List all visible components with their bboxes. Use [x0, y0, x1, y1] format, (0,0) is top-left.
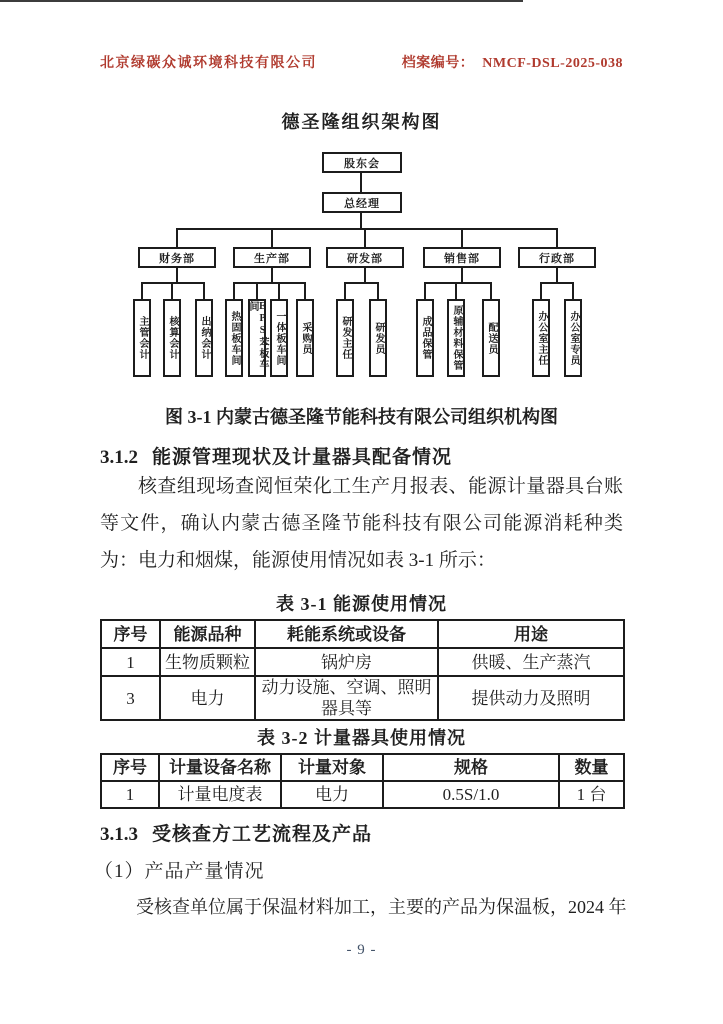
- org-node-dept-production: 生产部: [233, 247, 311, 268]
- energy-use-table: [100, 619, 625, 721]
- org-node-shareholders: 股东会: [322, 152, 402, 173]
- org-connector: [360, 173, 362, 192]
- section-312-heading: [100, 442, 452, 469]
- table-cell: 1: [101, 781, 159, 808]
- org-node-child: 采购员: [296, 299, 314, 377]
- org-connector: [304, 283, 306, 299]
- table-cell: 0.5S/1.0: [383, 781, 559, 808]
- org-connector: [233, 283, 235, 299]
- org-node-child: EPS苯板车间: [248, 299, 266, 377]
- table-row: [101, 781, 624, 808]
- section-title: 能源管理现状及计量器具配备情况: [152, 447, 453, 468]
- org-node-child: 出纳会计: [195, 299, 213, 377]
- org-node-dept-finance: 财务部: [138, 247, 216, 268]
- org-node-child: 办公室主任: [532, 299, 550, 377]
- org-connector: [344, 283, 346, 299]
- table-cell: 动力设施、空调、照明器具等: [255, 676, 438, 720]
- table-header-cell: 用途: [438, 620, 624, 648]
- org-connector: [490, 283, 492, 299]
- table-header-cell: 序号: [101, 620, 160, 648]
- table-cell: 1: [101, 648, 160, 676]
- table-header-row: [101, 754, 624, 781]
- org-connector: [278, 283, 280, 299]
- section-title: 受核查方工艺流程及产品: [152, 824, 373, 845]
- table-header-row: [101, 620, 624, 648]
- org-connector: [271, 268, 273, 283]
- table-row: [101, 648, 624, 676]
- org-connector: [572, 283, 574, 299]
- org-connector: [540, 282, 574, 284]
- org-node-child: 一体板车间: [270, 299, 288, 377]
- org-connector: [461, 268, 463, 283]
- section-313-subheading: （1）产品产量情况: [94, 861, 265, 882]
- org-node-child: 办公室专员: [564, 299, 582, 377]
- table1-caption: 表 3-1 能源使用情况: [276, 594, 447, 614]
- table-cell: 计量电度表: [159, 781, 281, 808]
- table2-caption: 表 3-2 计量器具使用情况: [257, 728, 466, 748]
- section-number: 3.1.2: [100, 447, 138, 468]
- org-connector: [556, 268, 558, 283]
- archive-label: 档案编号：: [401, 56, 475, 71]
- table-cell: 电力: [160, 676, 255, 720]
- table-row: [101, 676, 624, 720]
- org-connector: [377, 283, 379, 299]
- org-node-child: 主管会计: [133, 299, 151, 377]
- table-cell: 供暖、生产蒸汽: [438, 648, 624, 676]
- org-connector: [233, 282, 306, 284]
- org-node-child: 核算会计: [163, 299, 181, 377]
- org-connector: [424, 282, 492, 284]
- org-connector: [203, 283, 205, 299]
- header-rule: [0, 0, 523, 2]
- org-connector: [176, 228, 178, 247]
- org-node-child: 研发主任: [336, 299, 354, 377]
- org-connector: [461, 228, 463, 247]
- section-313-heading: [100, 819, 372, 846]
- table-cell: 1 台: [559, 781, 624, 808]
- org-node-dept-admin: 行政部: [518, 247, 596, 268]
- table-cell: 3: [101, 676, 160, 720]
- org-connector: [364, 228, 366, 247]
- table-header-cell: 序号: [101, 754, 159, 781]
- org-node-child: 成品保管: [416, 299, 434, 377]
- org-connector: [141, 282, 205, 284]
- org-connector: [176, 268, 178, 283]
- header-company-name: 北京绿碳众诚环境科技有限公司: [100, 56, 317, 71]
- header-archive-number: [402, 52, 623, 72]
- org-connector: [256, 283, 258, 299]
- org-chart-title: 德圣隆组织架构图: [281, 112, 442, 132]
- metering-devices-table: [100, 753, 625, 809]
- org-node-dept-rd: 研发部: [326, 247, 404, 268]
- org-node-child: 原辅材料保管: [447, 299, 465, 377]
- org-connector: [360, 213, 362, 228]
- org-node-dept-sales: 销售部: [423, 247, 501, 268]
- org-connector: [141, 283, 143, 299]
- org-node-child: 热固板车间: [225, 299, 243, 377]
- table-header-cell: 计量对象: [281, 754, 383, 781]
- org-connector: [171, 283, 173, 299]
- org-connector: [556, 228, 558, 247]
- table-cell: 电力: [281, 781, 383, 808]
- table-cell: 生物质颗粒: [160, 648, 255, 676]
- org-connector: [424, 283, 426, 299]
- org-connector: [176, 228, 558, 230]
- org-connector: [540, 283, 542, 299]
- org-node-general-manager: 总经理: [322, 192, 402, 213]
- org-connector: [271, 228, 273, 247]
- archive-value: NMCF-DSL-2025-038: [482, 56, 623, 71]
- org-connector: [344, 282, 379, 284]
- section-312-paragraph: 核查组现场查阅恒荣化工生产月报表、能源计量器具台账等文件，确认内蒙古德圣隆节能科技有限公司能源消耗种类为：电力和烟煤，能源使用情况如表 3-1 所示：: [100, 476, 623, 571]
- table-header-cell: 能源品种: [160, 620, 255, 648]
- figure-caption: 图 3-1 内蒙古德圣隆节能科技有限公司组织机构图: [165, 407, 558, 427]
- page-number: - 9 -: [346, 942, 377, 958]
- table-cell: 提供动力及照明: [438, 676, 624, 720]
- org-node-child: 研发员: [369, 299, 387, 377]
- org-node-child: 配送员: [482, 299, 500, 377]
- table-cell: 锅炉房: [255, 648, 438, 676]
- section-313-paragraph: 受核查单位属于保温材料加工，主要的产品为保温板，2024 年: [136, 897, 627, 917]
- table-header-cell: 计量设备名称: [159, 754, 281, 781]
- table-header-cell: 数量: [559, 754, 624, 781]
- org-connector: [455, 283, 457, 299]
- org-connector: [364, 268, 366, 283]
- table-header-cell: 耗能系统或设备: [255, 620, 438, 648]
- section-number: 3.1.3: [100, 824, 138, 845]
- table-header-cell: 规格: [383, 754, 559, 781]
